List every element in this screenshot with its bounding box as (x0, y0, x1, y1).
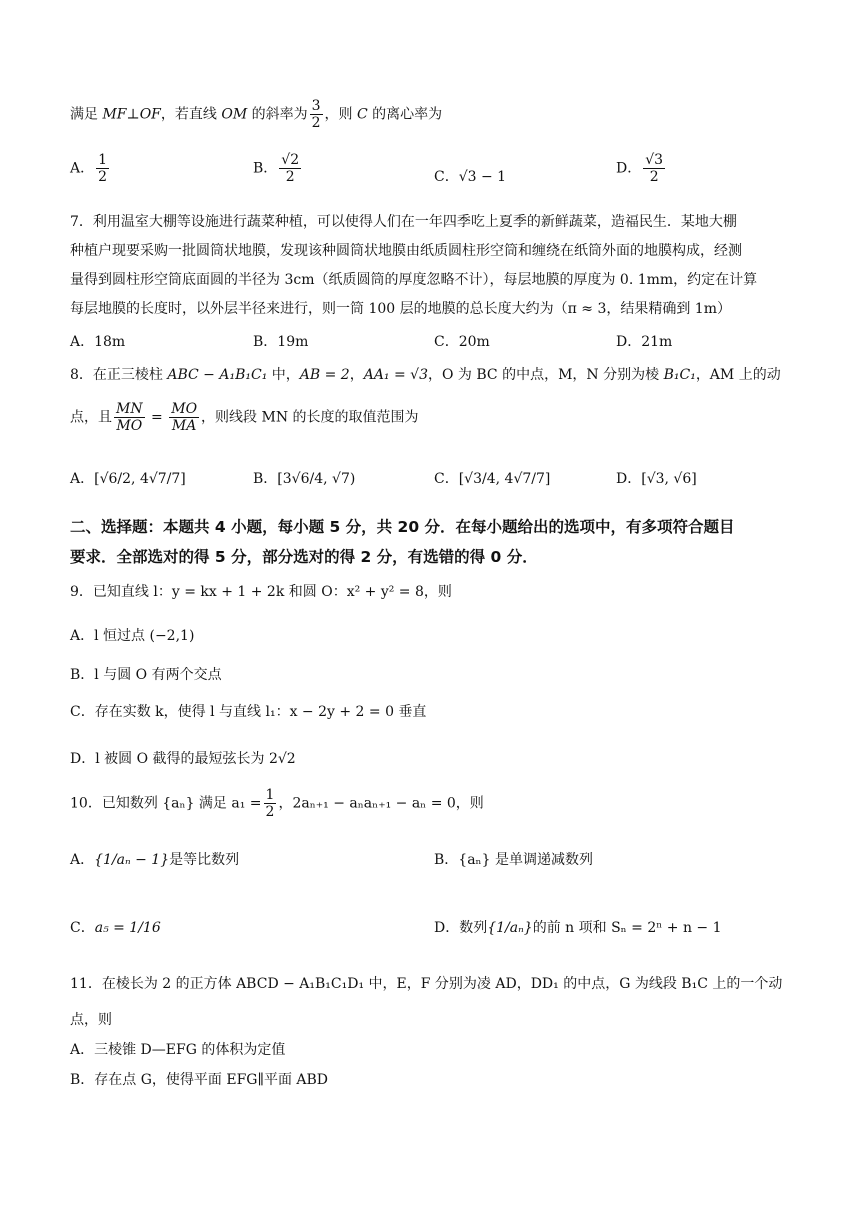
q6-option-b (253, 152, 303, 185)
text: ，AM 上的动 (695, 367, 781, 383)
q11-stem-line-1: 11．在棱长为 2 的正方体 ABCD − A₁B₁C₁D₁ 中，E，F 分别为凌 AD，DD₁ 的中点，G 为线段 B₁C 上的一个动 (70, 976, 783, 992)
q9-option-c: C．存在实数 k，使得 l 与直线 l₁：x − 2y + 2 = 0 垂直 (70, 704, 427, 720)
section-2-line-2: 要求．全部选对的得 5 分，部分选对的得 2 分，有选错的得 0 分． (70, 548, 538, 566)
equals: = (146, 409, 168, 426)
q10-stem (70, 787, 800, 820)
q7-option-a: A．18m (70, 334, 126, 350)
fraction-mn-mo (114, 401, 145, 434)
q6-c: C (356, 106, 368, 123)
option-label: D． (616, 471, 642, 487)
q6-slope-num: 3 (311, 98, 321, 114)
option-label: B． (253, 160, 278, 177)
aa1-equation: AA₁ = √3 (363, 367, 428, 383)
q6-stem-text-4: ，则 (324, 106, 357, 123)
text: ， (349, 367, 364, 383)
q8-stem-line-1 (70, 367, 800, 384)
q6-stem-text-5: 的离心率为 (367, 106, 443, 123)
option-value: [√6/2, 4√7/7] (94, 471, 186, 487)
ab-equation: AB = 2 (299, 367, 350, 383)
q8-option-d (616, 468, 697, 488)
q6-slope-den: 2 (311, 115, 321, 132)
q9-stem: 9．已知直线 l：y = kx + 1 + 2k 和圆 O：x² + y² = 8，则 (70, 584, 452, 600)
option-label: C． (434, 169, 459, 185)
option-label: C． (70, 920, 95, 936)
expression: {1/aₙ − 1} (94, 852, 170, 868)
expression: a₅ = 1/16 (94, 920, 161, 936)
denominator: 2 (98, 169, 108, 186)
q6-option-d (616, 152, 667, 185)
q8-stem-line-2 (70, 401, 800, 434)
q8-option-c (434, 468, 550, 488)
prism-name: ABC − A₁B₁C₁ (167, 367, 268, 383)
q11-option-a: A．三棱锥 D—EFG 的体积为定值 (70, 1042, 286, 1058)
numerator: √3 (645, 152, 664, 168)
section-2-heading (70, 512, 800, 572)
numerator: 1 (265, 787, 275, 803)
option-value: [√3/4, 4√7/7] (458, 471, 551, 487)
fraction-mo-ma (169, 401, 199, 434)
q6-option-c (434, 166, 506, 186)
fraction (96, 152, 109, 185)
q7-stem (70, 208, 790, 324)
q11-stem-line-2: 点，则 (70, 1012, 112, 1028)
text: ，则线段 MN 的长度的取值范围为 (201, 409, 419, 426)
q6-stem-text-1: 满足 (70, 106, 103, 123)
option-label: C． (434, 471, 459, 487)
denominator: 2 (649, 169, 659, 186)
numerator: MN (116, 401, 143, 417)
q6-mf: MF (102, 106, 127, 123)
option-label: A． (70, 852, 95, 868)
option-value: √3 − 1 (458, 169, 507, 185)
q10-option-c (70, 917, 161, 937)
q7-option-d: D．21m (616, 334, 673, 350)
q8-option-b (253, 468, 355, 488)
option-value: [3√6/4, √7) (277, 471, 356, 487)
numerator: 1 (98, 152, 108, 168)
q7-line-1: 7．利用温室大棚等设施进行蔬菜种植，可以使得人们在一年四季吃上夏季的新鲜蔬菜，造福民生．某地大棚 (70, 214, 737, 230)
q6-perp: ⊥ (126, 106, 140, 123)
option-text: 的前 n 项和 Sₙ = 2ⁿ + n − 1 (532, 920, 722, 936)
q6-om: OM (221, 106, 248, 123)
q6-stem-text-3: 的斜率为 (247, 106, 308, 123)
q10-option-a (70, 849, 239, 869)
text: 中， (267, 367, 300, 383)
numerator: √2 (281, 152, 300, 168)
q8-option-a (70, 468, 186, 488)
option-text: 是等比数列 (169, 852, 240, 868)
option-label: B． (253, 471, 278, 487)
q10-option-b: B．{aₙ} 是单调递减数列 (434, 852, 593, 868)
option-label: D．数列 (434, 920, 488, 936)
q7-option-c: C．20m (434, 334, 490, 350)
q10-option-d (434, 917, 722, 937)
text: 点，且 (70, 409, 112, 426)
edge-b1c1: B₁C₁ (663, 367, 696, 383)
q7-line-3: 量得到圆柱形空筒底面圆的半径为 3cm（纸质圆筒的厚度忽略不计），每层地膜的厚度为 0. 1mm，约定在计算 (70, 272, 758, 288)
option-label: A． (70, 160, 95, 177)
fraction-one-half (264, 787, 277, 820)
denominator: MA (171, 418, 197, 435)
q11-option-b: B．存在点 G，使得平面 EFG∥平面 ABD (70, 1072, 329, 1088)
text: ，O 为 BC 的中点，M，N 分别为棱 (428, 367, 664, 383)
q6-of: OF (139, 106, 161, 123)
q7-line-2: 种植户现要采购一批圆筒状地膜，发现该种圆筒状地膜由纸质圆柱形空筒和缠绕在纸筒外面的地膜构成，经测 (70, 243, 742, 259)
text: ，2aₙ₊₁ − aₙaₙ₊₁ − aₙ = 0，则 (278, 795, 484, 812)
option-label: D． (616, 160, 642, 177)
expression: {1/aₙ} (487, 920, 533, 936)
q6-slope-fraction (310, 98, 323, 131)
text: 8．在正三棱柱 (70, 367, 168, 383)
q6-stem (70, 98, 800, 131)
fraction (279, 152, 301, 185)
q6-stem-text-2: ，若直线 (160, 106, 222, 123)
numerator: MO (171, 401, 198, 417)
q9-option-d: D．l 被圆 O 截得的最短弦长为 2√2 (70, 751, 296, 767)
option-value: [√3, √6] (641, 471, 697, 487)
option-label: A． (70, 471, 95, 487)
denominator: MO (116, 418, 143, 435)
q7-option-b: B．19m (253, 334, 309, 350)
fraction (643, 152, 665, 185)
q9-option-b: B．l 与圆 O 有两个交点 (70, 667, 222, 683)
denominator: 2 (265, 804, 275, 821)
q6-option-a (70, 152, 111, 185)
text: 10．已知数列 {aₙ} 满足 a₁ = (70, 795, 262, 812)
q9-option-a: A．l 恒过点 (−2,1) (70, 628, 195, 644)
denominator: 2 (285, 169, 295, 186)
q7-line-4: 每层地膜的长度时，以外层半径来进行，则一筒 100 层的地膜的总长度大约为（π ≈ 3，结果精确到 1m） (70, 301, 731, 317)
section-2-line-1: 二、选择题：本题共 4 小题，每小题 5 分，共 20 分．在每小题给出的选项中，有多项符合题目 (70, 518, 735, 536)
